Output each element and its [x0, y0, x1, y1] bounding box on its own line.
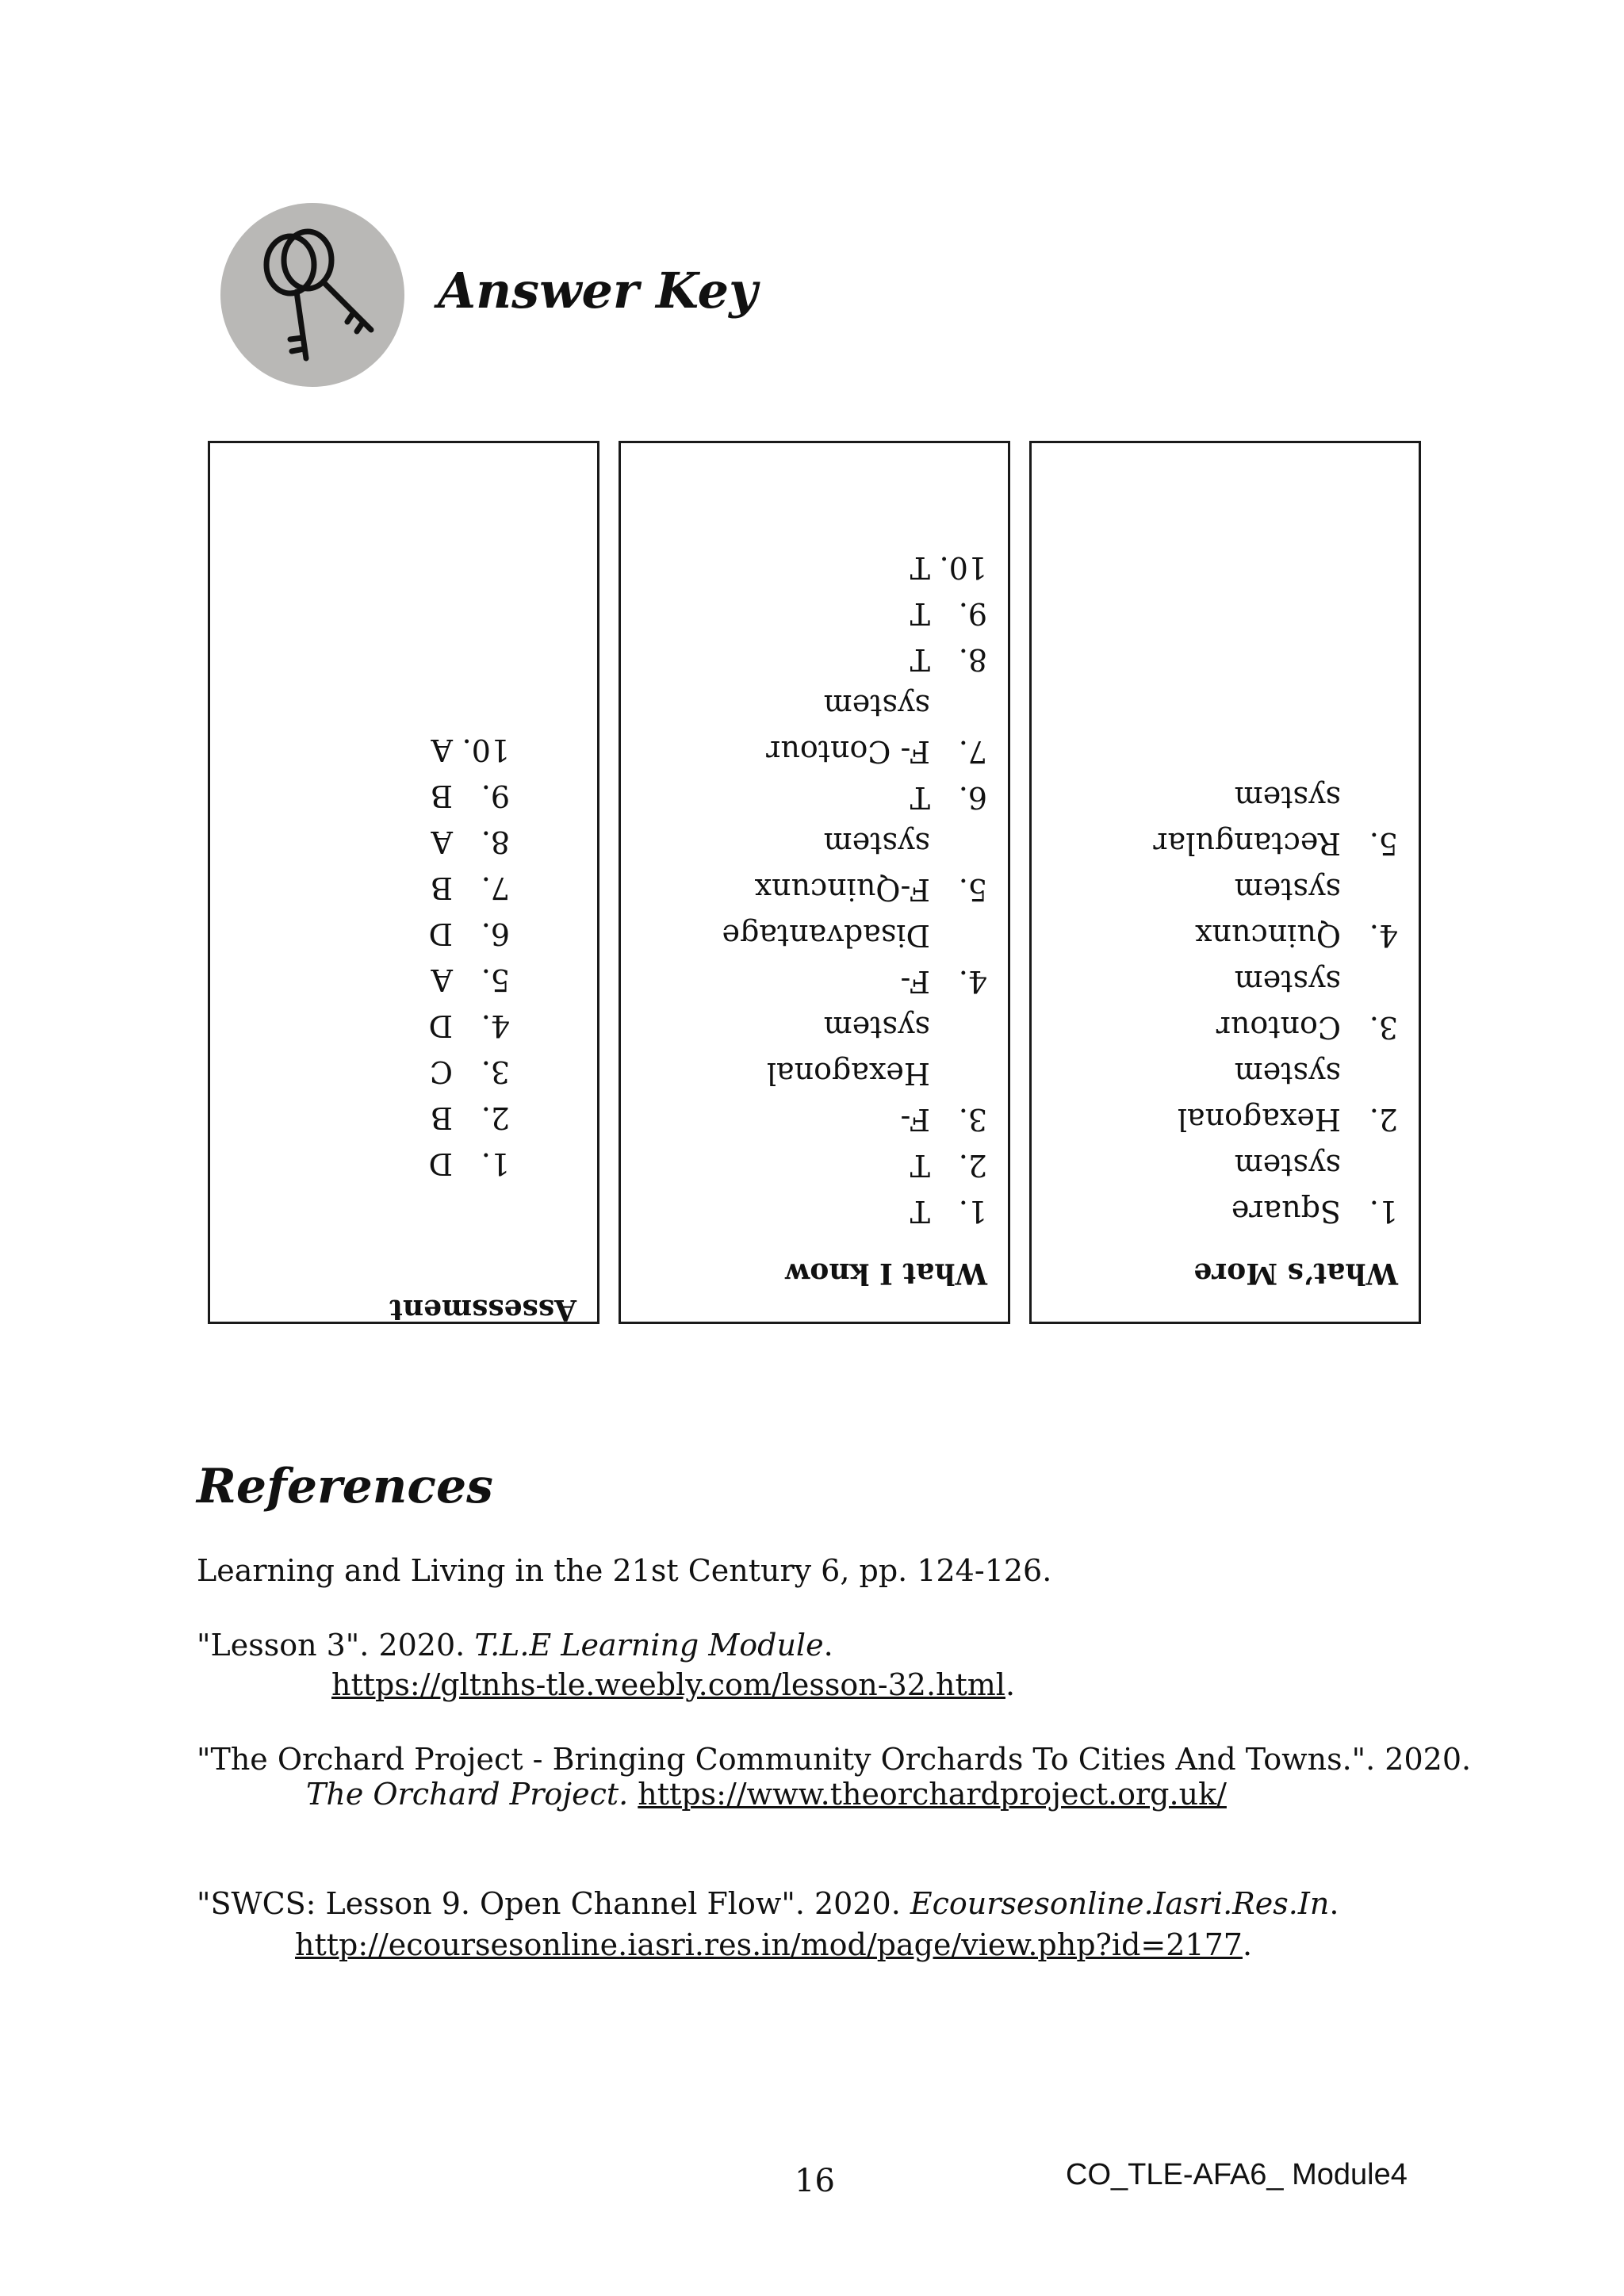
reference-3-source-line [306, 1774, 1227, 1814]
list-item: 7. F- Contour system [766, 688, 987, 769]
list-item: 9. T [910, 596, 987, 631]
reference-4-url-end: . [1242, 1927, 1253, 1962]
reference-4 [197, 1884, 1339, 1923]
reference-2 [197, 1625, 833, 1665]
keys-icon [220, 203, 404, 387]
reference-4-source: Ecoursesonline.Iasri.Res.In [910, 1886, 1330, 1921]
list-item: 5. Rectangular system [1153, 780, 1398, 861]
module-id: CO_TLE-AFA6_ Module4 [1066, 2158, 1408, 2191]
page-number: 16 [795, 2163, 835, 2199]
reference-3-source: The Orchard Project. [306, 1777, 629, 1812]
list-item: 1. Square system [1231, 1148, 1398, 1229]
list-item: 4. F- Disadvantage [722, 918, 987, 999]
list-item: 6. D [428, 916, 510, 951]
list-item: 10. A [431, 733, 510, 767]
reference-1-text: Learning and Living in the 21st Century 6, pp. 124-126. [197, 1553, 1052, 1588]
list-item: 8. T [910, 642, 987, 677]
answer-box-what-i-know [619, 441, 1010, 1324]
list-item: 3. C [429, 1054, 510, 1089]
box-title-whats-more: What’s More [1193, 1257, 1398, 1290]
list-item: 2. B [431, 1100, 510, 1135]
reference-2-source: T.L.E Learning Module [474, 1628, 824, 1663]
list-item: 1. D [428, 1146, 510, 1181]
reference-1 [197, 1551, 1051, 1590]
list-item: 5. F-Quincunx system [754, 826, 987, 907]
list-item: 7. B [431, 871, 510, 905]
answer-box-whats-more [1029, 441, 1421, 1324]
reference-3-link[interactable]: https://www.theorchardproject.org.uk/ [638, 1777, 1227, 1812]
box-title-what-i-know: What I know [785, 1257, 987, 1290]
reference-4-text: "SWCS: Lesson 9. Open Channel Flow". 2020. [197, 1886, 910, 1921]
reference-4-link[interactable]: http://ecoursesonline.iasri.res.in/mod/page/view.php?id=2177 [295, 1927, 1243, 1962]
list-item: 9. B [431, 779, 510, 813]
reference-2-link[interactable]: https://gltnhs-tle.weebly.com/lesson-32.html [331, 1667, 1005, 1702]
list-item: 3. F- Hexagonal system [766, 1010, 987, 1137]
assessment-answer-list [429, 727, 510, 1187]
reference-2-text: "Lesson 3". 2020. [197, 1628, 475, 1663]
reference-4-url-line [295, 1925, 1252, 1965]
list-item: 10. T [910, 550, 987, 585]
what-i-know-answer-list [722, 545, 987, 1234]
reference-4-punct: . [1329, 1886, 1339, 1921]
reference-3 [197, 1739, 1471, 1779]
list-item: 6. T [910, 780, 987, 815]
list-item: 3. Contour system [1216, 964, 1398, 1045]
list-item: 1. T [910, 1194, 987, 1229]
references-title: References [197, 1459, 493, 1514]
reference-3-text: "The Orchard Project - Bringing Community Orchards To Cities And Towns.". 2020. [197, 1742, 1472, 1777]
box-title-assessment: Assessment [389, 1293, 576, 1326]
reference-2-punct: . [823, 1628, 833, 1663]
list-item: 8. A [431, 825, 510, 859]
answer-key-title: Answer Key [438, 262, 758, 320]
keys-icon-graphic [220, 203, 404, 387]
list-item: 2. Hexagonal system [1177, 1056, 1398, 1137]
whats-more-answer-list [1136, 775, 1398, 1234]
list-item: 5. A [431, 962, 510, 997]
reference-2-url-end: . [1005, 1667, 1016, 1702]
list-item: 4. D [428, 1008, 510, 1043]
list-item: 4. Quincunx system [1195, 872, 1398, 953]
reference-2-url-line [331, 1665, 1015, 1705]
list-item: 2. T [910, 1148, 987, 1183]
answer-box-assessment [208, 441, 599, 1324]
